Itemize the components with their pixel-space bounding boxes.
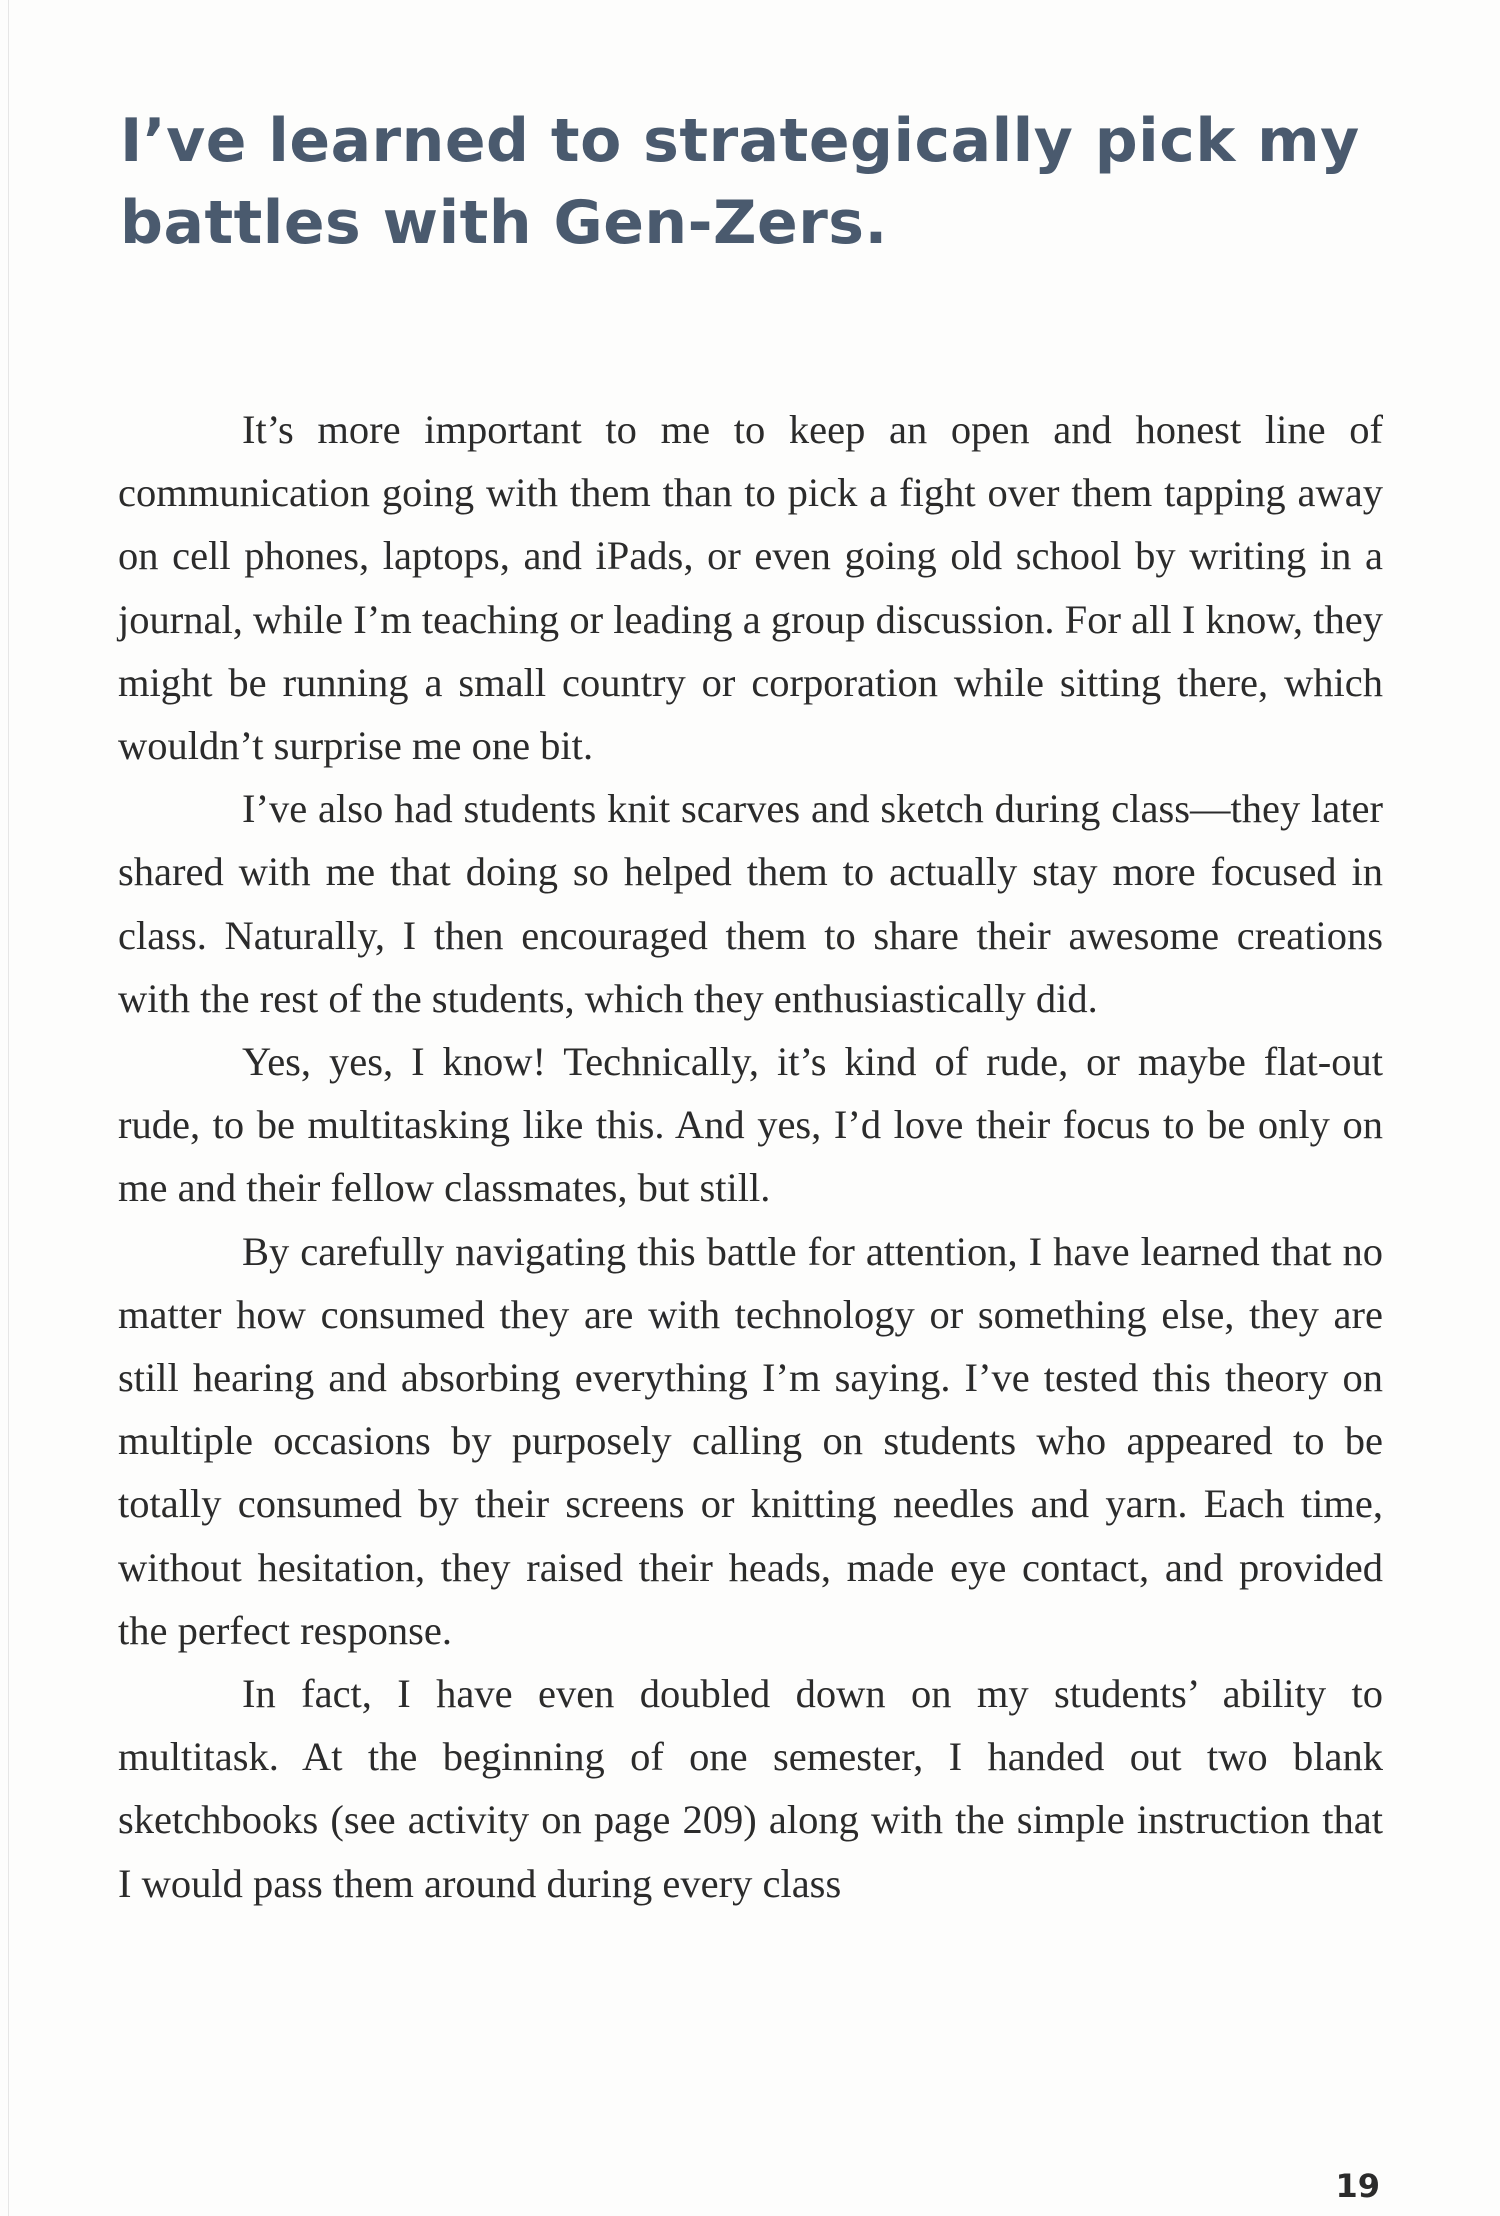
paragraph: It’s more important to me to keep an open and honest line of communication going with them than to pick a fight over them tapping away on cell phones, laptops, and iPads, or even going old school by writing in a journal, while I’m teaching or leading a group discussion. For all I know, they might be running a small country or corporation while sitting there, which wouldn’t surprise me one bit. — [118, 407, 1383, 769]
paragraph: I’ve also had students knit scarves and sketch during class—they later shared with me that doing so helped them to actually stay more focused in class. Naturally, I then encouraged them to share their awesome creations with the rest of the students, which they enthusiastically did. — [118, 786, 1383, 1021]
page-edge-divider — [8, 0, 9, 2216]
paragraph: Yes, yes, I know! Technically, it’s kind of rude, or maybe flat-out rude, to be multitasking like this. And yes, I’d love their focus to be only on me and their fellow classmates, but still. — [118, 1039, 1383, 1211]
paragraph: By carefully navigating this battle for attention, I have learned that no matter how consumed they are with technology or something else, they are still hearing and absorbing everything I’m saying. I’ve tested this theory on multiple occasions by purposely calling on students who appeared to be totally consumed by their screens or knitting needles and yarn. Each time, without hesitation, they raised their heads, made eye contact, and provided the perfect response. — [118, 1228, 1383, 1653]
paragraph: In fact, I have even doubled down on my students’ ability to multitask. At the beginning of one semester, I handed out two blank sketchbooks (see activity on page 209) along with the simple instruction that I would pass them around during every class — [118, 1671, 1383, 1906]
page-number: 19 — [1335, 2167, 1380, 2205]
section-heading: I’ve learned to strategically pick my battles with Gen-Zers. — [120, 106, 1360, 258]
body-text — [118, 398, 1383, 1915]
